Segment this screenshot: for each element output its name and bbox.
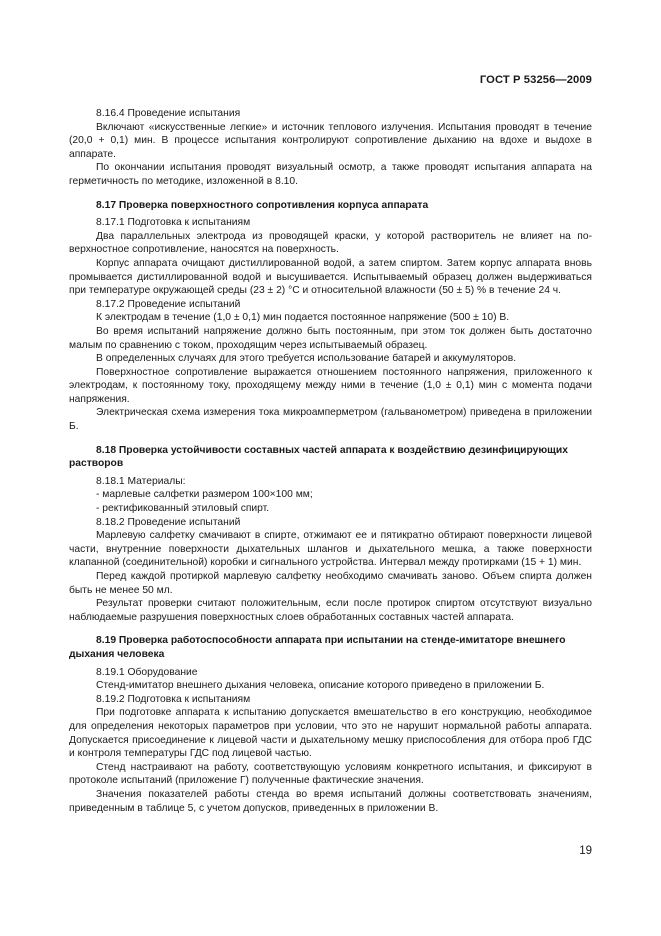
- paragraph: Значения показателей работы стенда во время испытаний должны соответствовать значениям, приведенным в таблице 5, с учетом допусков, приведенных в приложении В.: [69, 788, 592, 814]
- paragraph: Корпус аппарата очищают дистиллированной водой, а затем спиртом. Затем корпус аппарата вновь промывается дистиллированной водой и высушивается. Испытываемый образец должен выдерживаться при температуре окружающей среды (23 ± 2) °С и относительной влажности (50 ± 5) % в течение 24 ч.: [69, 257, 592, 297]
- clause-8-17-1-title: 8.17.1 Подготовка к испытаниям: [96, 217, 251, 229]
- clause-8-16-4-title: 8.16.4 Проведение испытания: [96, 108, 241, 119]
- paragraph: Стенд настраивают на работу, соответствующую условиям конкретного испытания, и фиксируют в протоколе испытаний (приложение Г) полученные фактические значения.: [69, 761, 592, 787]
- paragraph: Электрическая схема измерения тока микроамперметром (гальванометром) приведена в приложении Б.: [69, 407, 592, 433]
- paragraph: При подготовке аппарата к испытанию допускается вмешательство в его конструкцию, необходимое для определения некоторых параметров при условии, что это не нарушит нормальной работы аппарата. Допускается присоединение к лицевой части и дыхательному мешку приспособления для отбора проб ГДС и контроля температуры ГДС под лицевой частью.: [69, 707, 592, 760]
- paragraph: Два параллельных электрода из проводящей краски, у которой растворитель не влияет на поверхностное сопротивление, наносятся на поверхность.: [69, 230, 592, 256]
- paragraph: Стенд-имитатор внешнего дыхания человека, описание которого приведено в приложении Б.: [96, 680, 545, 692]
- paragraph: К электродам в течение (1,0 ± 0,1) мин подается постоянное напряжение (500 ± 10) В.: [96, 312, 510, 324]
- paragraph: Включают «искусственные легкие» и источник теплового излучения. Испытания проводят в течение (20,0 + 0,1) мин. В процессе испытания контролируют сопротивление дыханию на вдохе и выдохе в аппарате.: [69, 121, 592, 160]
- clause-8-19-2-title: 8.19.2 Подготовка к испытаниям: [96, 693, 251, 705]
- paragraph: Поверхностное сопротивление выражается отношением постоянного напряжения, приложенного к электродам, к постоянному току, проходящему между ними в течение (1,0 ± 0,1) мин с момента подачи напряжения.: [69, 366, 592, 405]
- paragraph: В определенных случаях для этого требуется использование батарей и аккумуляторов.: [96, 353, 517, 365]
- clause-8-19-1-title: 8.19.1 Оборудование: [96, 666, 198, 678]
- paragraph: Перед каждой протиркой марлевую салфетку необходимо смачивать заново. Объем спирта должен быть не менее 50 мл.: [69, 571, 592, 596]
- section-heading-8-17: 8.17 Проверка поверхностного сопротивления корпуса аппарата: [96, 199, 429, 211]
- clause-8-18-1-title: 8.18.1 Материалы:: [96, 475, 186, 487]
- paragraph: Результат проверки считают положительным, если после протирок спиртом отсутствуют визуально наблюдаемые разрушения поверхностных слоев обработанных составных частей аппарата.: [69, 598, 592, 623]
- paragraph: Марлевую салфетку смачивают в спирте, отжимают ее и пятикратно обтирают поверхности лицевой части, внутренние поверхности дыхательных шлангов и дыхательного мешка, а также поверхности клапанной (соединительной) коробки и сигнального устройства. Интервал между протирками (15 + 1) мин.: [69, 530, 592, 569]
- document-body: [69, 107, 592, 815]
- page-number: 19: [579, 845, 592, 857]
- section-heading-8-18: 8.18 Проверка устойчивости составных частей аппарата к воздействию дезинфицирующих растворов: [69, 444, 568, 470]
- paragraph: По окончании испытания проводят визуальный осмотр, а также проводят испытания аппарата на герметичность по методике, изложенной в 8.10.: [69, 162, 592, 187]
- clause-8-18-2-title: 8.18.2 Проведение испытаний: [96, 516, 241, 528]
- list-item: - марлевые салфетки размером 100×100 мм;: [96, 489, 313, 501]
- section-heading-8-19: 8.19 Проверка работоспособности аппарата при испытании на стенде-имитаторе внешнего дыхания человека: [69, 635, 566, 660]
- paragraph: Во время испытаний напряжение должно быть постоянным, при этом ток должен быть достаточно малым по сравнению с током, проходящим через испытываемый образец.: [69, 325, 592, 351]
- document-code: ГОСТ Р 53256—2009: [479, 74, 592, 86]
- clause-8-17-2-title: 8.17.2 Проведение испытаний: [96, 298, 241, 310]
- list-item: - ректификованный этиловый спирт.: [96, 503, 270, 515]
